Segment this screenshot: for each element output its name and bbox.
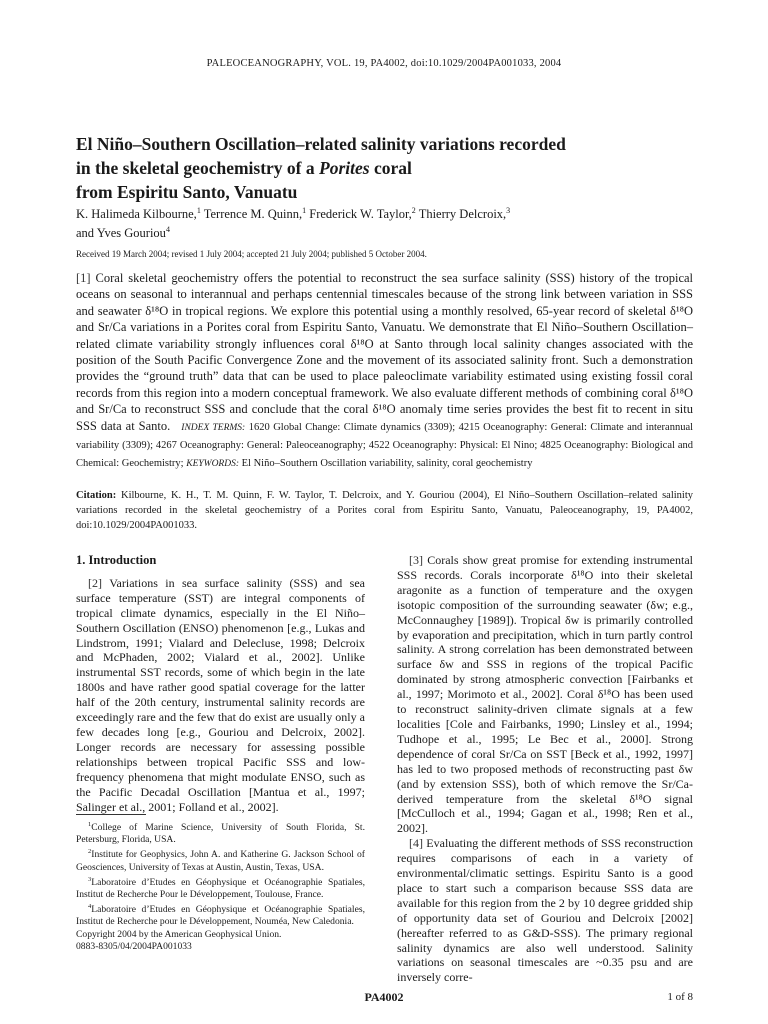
title-line-2-text: in the skeletal geochemistry of a [76,158,320,178]
title-genus: Porites [319,158,370,178]
running-head: PALEOCEANOGRAPHY, VOL. 19, PA4002, doi:10.1029/2004PA001033, 2004 [206,58,562,69]
footnote: $^3$Laboratoire d’Etudes en Géophysique et Océanographie Spatiales, Institut de Recherche Pour le Développement, Toulouse, France. [76,875,365,901]
publication-dates: Received 19 March 2004; revised 1 July 2004; accepted 21 July 2004; published 5 October 2004. [76,249,427,259]
keywords-text: El Niño–Southern Oscillation variability, salinity, coral geochemistry [241,458,533,470]
paper-title [76,132,696,204]
right-column [397,553,693,985]
author: and Yves Gouriou$^4$ [76,224,170,240]
copyright-notice [76,929,365,953]
page-number: 1 of 8 [667,991,693,1003]
index-terms-label: INDEX TERMS: [181,422,246,433]
title-line-3: from Espiritu Santo, Vanuatu [76,182,298,202]
title-line-1: El Niño–Southern Oscillation–related salinity variations recorded [76,134,566,154]
paragraph-4: [4] Evaluating the different methods of SSS reconstruction requires comparisons of each in a variety of environmental/climatic settings. Espiritu Santo is a good place to start such a comparison because SSS data are available for this region from the 2 by 10 degree gridded ship of opportunity data set of Gouriou and Delcroix [2002] (hereafter referred to as G&D-SSS). The primary regional salinity dynamics are also well understood. Salinity variations on seasonal timescales are ~0.35 psu and are inversely corre- [397,836,694,985]
footnote: $^1$College of Marine Science, University of South Florida, St. Petersburg, Florida, USA. [76,821,365,846]
keywords-label: KEYWORDS: [186,459,240,470]
paragraph-2: [2] Variations in sea surface salinity (SSS) and sea surface temperature (SST) are integral components of tropical climate dynamics, especially in the El Niño–Southern Oscillation (ENSO) phenomenon [e.g., Lukas and Lindstrom, 1991; Vialard and Delecluse, 1998; Delcroix and McPhaden, 2002; Vialard et al., 2002]. Unlike instrumental SST records, some of which begin in the late 1800s and have rather good spatial coverage for the latter half of the 20th century, instrumental salinity records are exceedingly rare and the few that do exist are usually only a few decades long [e.g., Gouriou and Delcroix, 2002]. Longer records are necessary for assessing possible relationships between tropical Pacific SSS and low-frequency phenomena that might modulate ENSO, such as the Pacific Decadal Oscillation [Mantua et al., 1997; Salinger et al., 2001; Folland et al., 2002]. [76,575,365,814]
citation-text: Kilbourne, K. H., T. M. Quinn, F. W. Taylor, T. Delcroix, and Y. Gouriou (2004), El Niño–Southern Oscillation–related salinity variations recorded in the skeletal geochemistry of a Porites coral from Espiritu Santo, Vanuatu, Paleoceanography, 19, PA4002, doi:10.1029/2004PA001033. [76,490,694,531]
title-line-2 [76,156,696,180]
footnote-rule [76,814,146,815]
footnote: $^2$Institute for Geophysics, John A. and Katherine G. Jackson School of Geosciences, University of Texas at Austin, Austin, Texas, USA. [76,848,365,873]
title-line-2-tail: coral [369,158,412,178]
abstract-text: Coral skeletal geochemistry offers the potential to reconstruct the sea surface salinity (SSS) history of the tropical oceans on seasonal to interannual and perhaps centennial timescales because of the strong link between variation in SSS and seawater δ¹⁸O in tropical regions. We explore this potential using a monthly resolved, 65-year record of skeletal δ¹⁸O and Sr/Ca variations in a Porites coral from Espiritu Santo, Vanuatu. We demonstrate that El Niño–Southern Oscillation–related climate variability strongly influences coral δ¹⁸O at Santo through local salinity changes associated with the position of the South Pacific Convergence Zone and the movement of its associated salinity front. Such a demonstration provides the “ground truth” data that can be used to place paleoclimate variability estimated using existing fossil coral records from this region into a modern conceptual framework. We also evaluate different methods of combining coral δ¹⁸O and Sr/Ca to reconstruct SSS and conclude that the coral δ¹⁸O anomaly time series provides the best fit to recent in situ SSS data at Santo. [76,271,694,433]
index-terms-text: 1620 Global Change: Climate dynamics (3309); 4215 Oceanography: General: Climate and interannual variability (3309); 4267 Oceanography: General: Paleoceanography; 4522 Oceanography: Physical: El Nino; 4825 Oceanography: Biological and Chemical: Geochemistry; [76,421,694,470]
author: Terrence M. Quinn,$^1$ [203,205,307,221]
citation [76,489,693,533]
citation-label: Citation: [76,490,117,501]
abstract [76,270,693,473]
affiliation-footnotes [76,814,365,929]
paragraph-3: [3] Corals show great promise for extending instrumental SSS records. Corals incorporate δ¹⁸O into their skeletal aragonite as a function of temperature and the oxygen isotopic composition of the surrounding seawater (δw; e.g., McConnaughey [1989]). Tropical δw is primarily controlled by evaporation and precipitation, which in turn partly control salinity. A strong correlation has been demonstrated between surface δw and SSS in regions of the tropical Pacific dominated by strong atmospheric convection [Fairbanks et al., 1997; Morimoto et al., 2002]. Coral δ¹⁸O has been used to reconstruct salinity-driven climate signals at a few localities [Cole and Fairbanks, 1990; Linsley et al., 1994; Tudhope et al., 1995; Le Bec et al., 2000]. Strong dependence of coral Sr/Ca on SST [Beck et al., 1992, 1997] has led to two proposed methods of reconstructing past δw (and by extension SSS), both of which remove the Sr/Ca-derived temperature from the skeletal δ¹⁸O signal [McCulloch et al., 1994; Gagan et al., 1998; Ren et al., 2002]. [397,553,694,836]
paragraph-number: [1] [76,271,91,285]
section-heading: 1. Introduction [76,553,157,567]
issn-line: 0883-8305/04/2004PA001033 [76,941,192,952]
left-column [76,553,365,814]
author: K. Halimeda Kilbourne,$^1$ [76,205,201,221]
author: Thierry Delcroix,$^3$ [418,205,511,221]
footnote: $^4$Laboratoire d’Etudes en Géophysique et Océanographie Spatiales, Institut de Recherche pour le Développement, Nouméa, New Caledonia. [76,903,365,928]
author: Frederick W. Taylor,$^2$ [309,205,416,221]
copyright-line: Copyright 2004 by the American Geophysical Union. [76,929,282,940]
author-list [76,205,696,243]
article-id: PA4002 [364,990,404,1004]
